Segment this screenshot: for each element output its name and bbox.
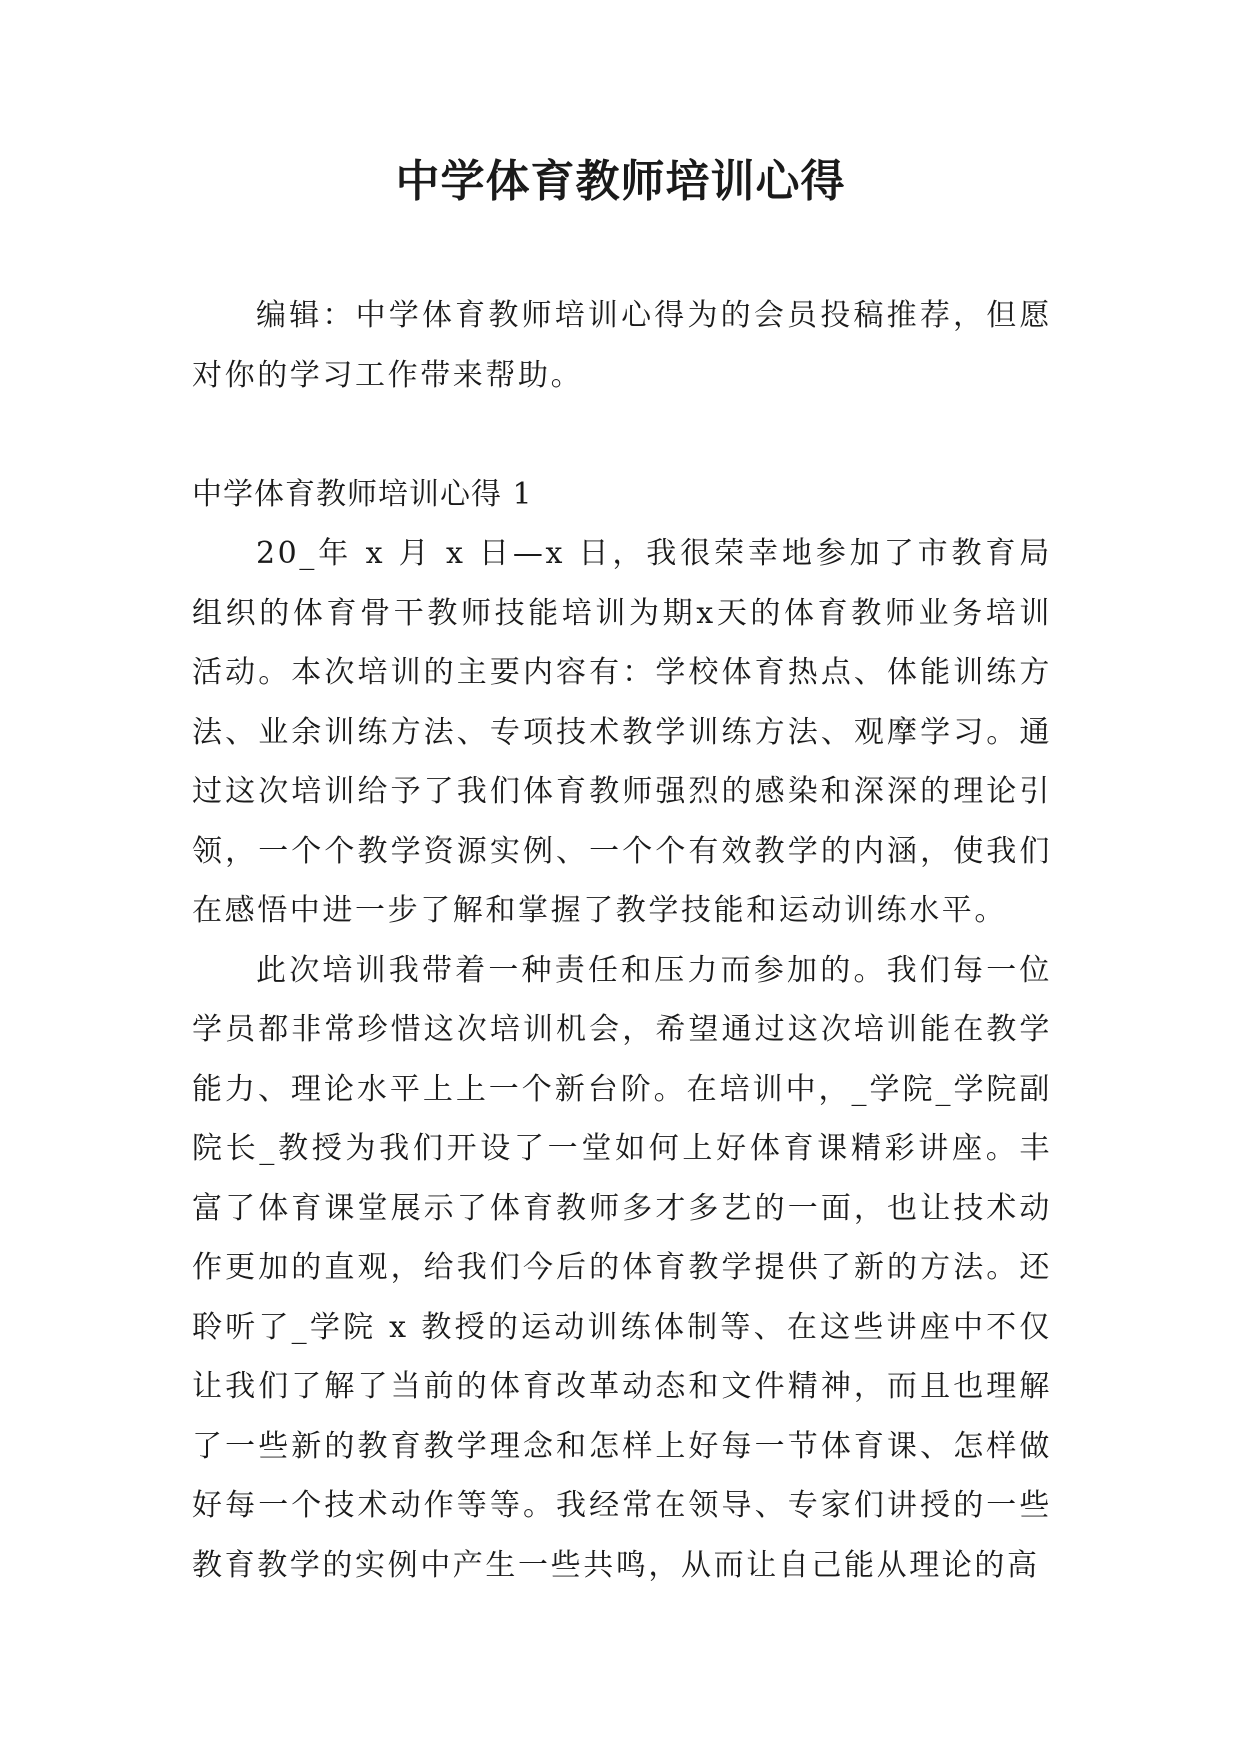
body-paragraph-2: 此次培训我带着一种责任和压力而参加的。我们每一位学员都非常珍惜这次培训机会，希望通过这次培训能在教学能力、理论水平上上一个新台阶。在培训中，_学院_学院副院长_教授为我们开设了一堂如何上好体育课精彩讲座。丰富了体育课堂展示了体育教师多才多艺的一面，也让技术动作更加的直观，给我们今后的体育教学提供了新的方法。还聆听了_学院 x 教授的运动训练体制等、在这些讲座中不仅让我们了解了当前的体育改革动态和文件精神，而且也理解了一些新的教育教学理念和怎样上好每一节体育课、怎样做好每一个技术动作等等。我经常在领导、专家们讲授的一些教育教学的实例中产生一些共鸣，从而让自己能从理论的高 xyxy=(192,952,1052,1583)
document-body xyxy=(192,286,1052,1595)
section-heading: 中学体育教师培训心得 1 xyxy=(192,476,533,512)
document-title: 中学体育教师培训心得 xyxy=(395,156,846,207)
intro-paragraph: 编辑：中学体育教师培训心得为的会员投稿推荐，但愿对你的学习工作带来帮助。 xyxy=(192,298,1052,393)
body-paragraph-1: 20_年 x 月 x 日—x 日，我很荣幸地参加了市教育局组织的体育骨干教师技能培训为期x天的体育教师业务培训活动。本次培训的主要内容有：学校体育热点、体能训练方法、业余训练方法、专项技术教学训练方法、观摩学习。通过这次培训给予了我们体育教师强烈的感染和深深的理论引领，一个个教学资源实例、一个个有效教学的内涵，使我们在感悟中进一步了解和掌握了教学技能和运动训练水平。 xyxy=(192,536,1052,928)
